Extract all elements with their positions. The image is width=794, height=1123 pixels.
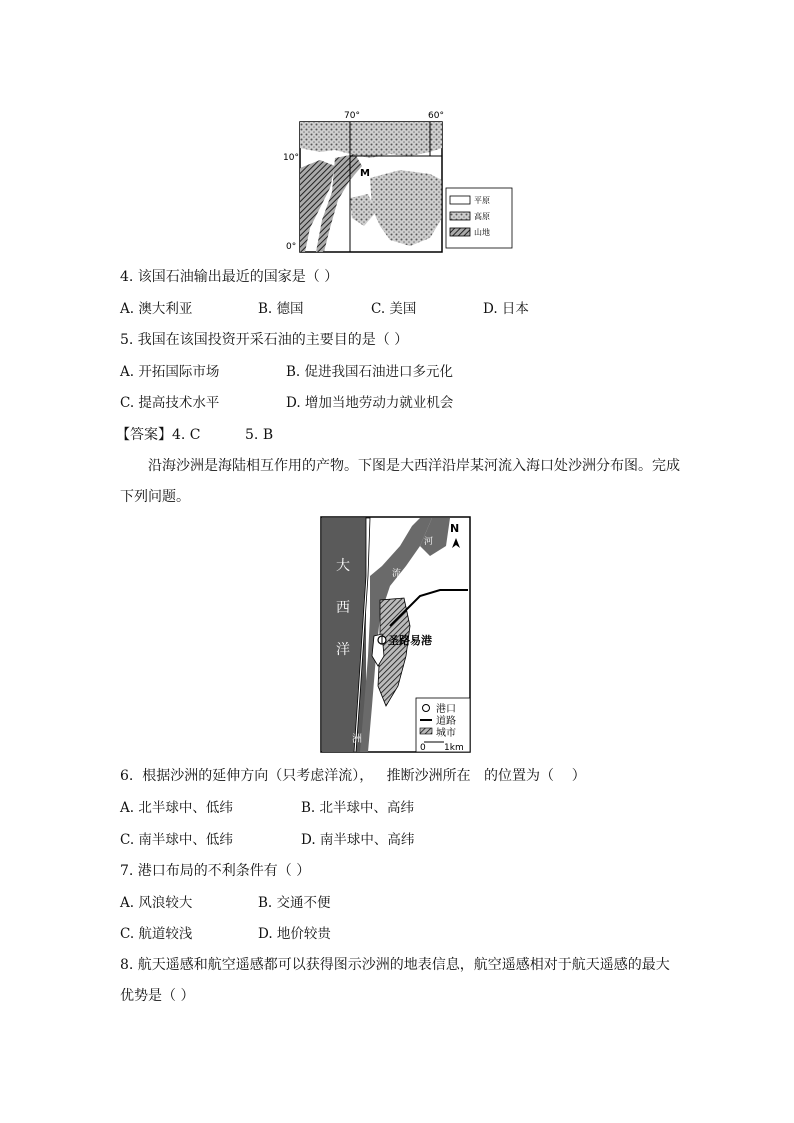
q6-option-b[interactable]: B. 北半球中、高纬 [301, 800, 415, 816]
south-america-relief-map [280, 108, 514, 256]
map2-river-char-2: 流 [392, 569, 402, 579]
q4-option-b[interactable]: B. 德国 [258, 301, 304, 317]
q4-stem: 4. 该国石油输出最近的国家是（ ） [120, 269, 339, 285]
q6-option-c[interactable]: C. 南半球中、低纬 [120, 832, 233, 848]
map1-marker-m: M [360, 168, 370, 179]
map2-legend-road: 道路 [436, 716, 456, 727]
q7-option-c[interactable]: C. 航道较浅 [120, 926, 193, 942]
map1-lat-10: 10° [283, 153, 299, 163]
intro-text: 沿海沙洲是海陆相互作用的产物。下图是大西洋沿岸某河流入海口处沙洲分布图。完成下列问题。 [120, 458, 680, 505]
q7-option-d[interactable]: D. 地价较贵 [258, 926, 331, 942]
q7-option-a[interactable]: A. 风浪较大 [120, 895, 193, 911]
q5-option-c[interactable]: C. 提高技术水平 [120, 395, 220, 411]
sandbar-map [320, 516, 472, 754]
q6-option-a[interactable]: A. 北半球中、低纬 [120, 800, 233, 816]
map1-lon-60: 60° [428, 111, 444, 121]
map1-lat-0: 0° [286, 242, 297, 252]
q5-option-a[interactable]: A. 开拓国际市场 [120, 364, 220, 380]
q4-option-a[interactable]: A. 澳大利亚 [120, 301, 193, 317]
q5-stem: 5. 我国在该国投资开采石油的主要目的是（ ） [120, 332, 409, 348]
map2-sandbar-label: 洲 [352, 734, 362, 745]
map2-scale-km: 1km [444, 743, 464, 753]
q5-option-b[interactable]: B. 促进我国石油进口多元化 [286, 364, 454, 380]
map1-legend-mountain: 山地 [474, 228, 490, 237]
map2-ocean-char-2: 西 [336, 600, 350, 616]
q7-stem: 7. 港口布局的不利条件有（ ） [120, 863, 311, 879]
map2-north-label: N [450, 522, 460, 535]
answer-line: 【答案】4. C 5. B [116, 427, 274, 443]
map2-ocean-char-3: 洋 [336, 642, 350, 658]
q7-option-b[interactable]: B. 交通不便 [258, 895, 331, 911]
q6-option-d[interactable]: D. 南半球中、高纬 [301, 832, 415, 848]
map2-legend-city: 城市 [436, 728, 456, 739]
map1-legend-plain: 平原 [474, 196, 490, 205]
map2-scale-zero: 0 [420, 743, 426, 753]
q4-option-d[interactable]: D. 日本 [483, 301, 529, 317]
map1-legend-plateau: 高原 [474, 212, 490, 221]
q6-stem: 6. 根据沙洲的延伸方向（只考虑洋流）， 推断沙洲所在 的位置为（ ） [120, 768, 586, 784]
q5-option-d[interactable]: D. 增加当地劳动力就业机会 [286, 395, 454, 411]
map2-legend-port: 港口 [436, 704, 456, 715]
legend-port-icon [423, 705, 430, 712]
map2-river-char-1: 河 [424, 537, 434, 547]
q8-stem: 8. 航天遥感和航空遥感都可以获得图示沙洲的地表信息，航空遥感相对于航天遥感的最大优势是（ ） [120, 957, 670, 1004]
intro-paragraph [120, 451, 680, 513]
legend-city-icon [420, 728, 432, 734]
map2-port-label: 圣路易港 [388, 634, 432, 647]
q4-option-c[interactable]: C. 美国 [371, 301, 417, 317]
map2-ocean [322, 518, 366, 752]
map1-lon-70: 70° [344, 111, 360, 121]
map2-ocean-char-1: 大 [336, 558, 350, 574]
